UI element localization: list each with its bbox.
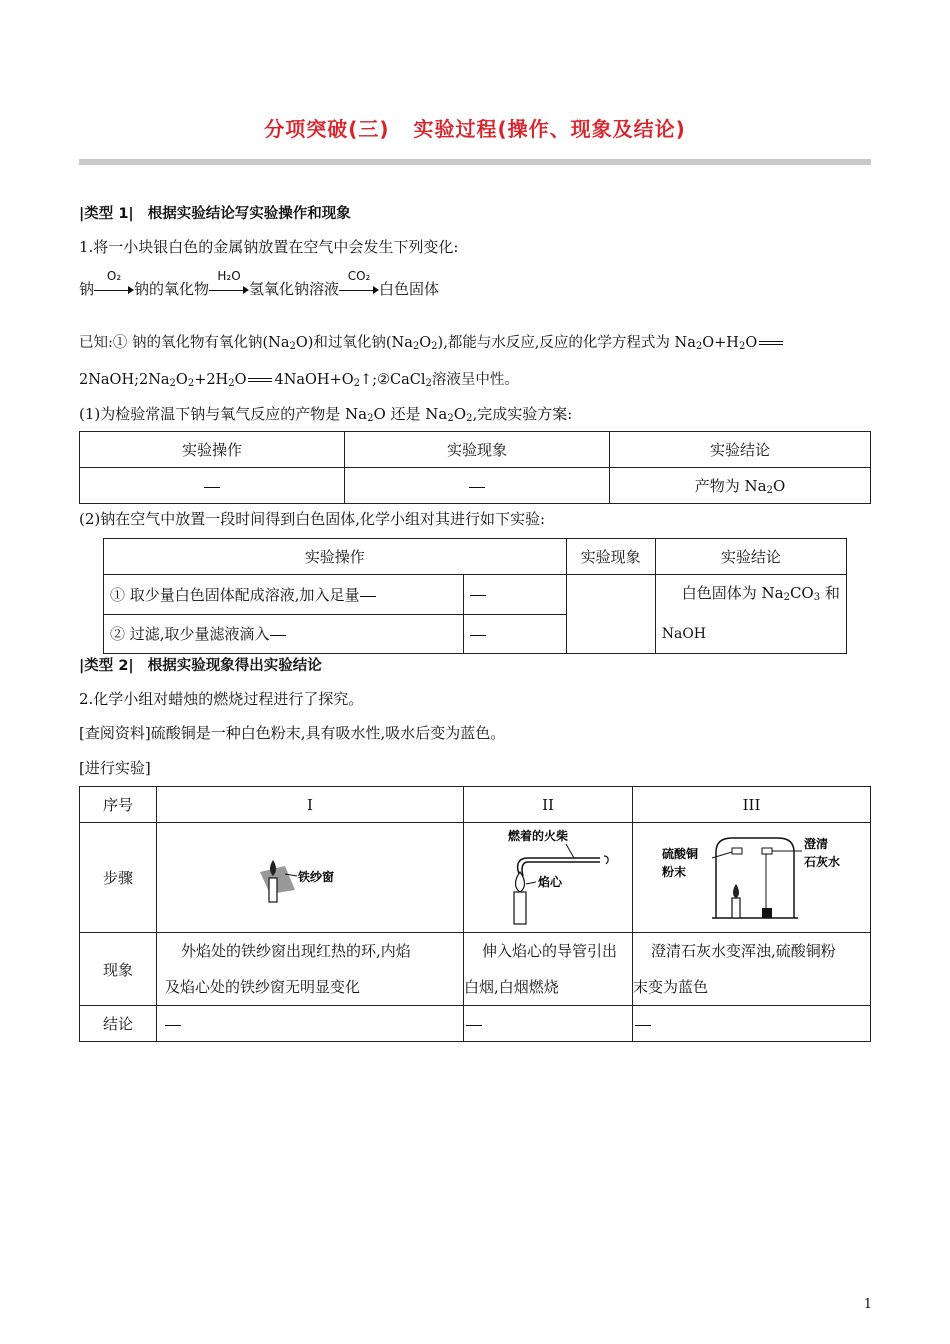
table3-col-1: I (157, 787, 464, 823)
obs1: 外焰处的铁纱窗出现红热的环,内焰 及焰心处的铁纱窗无明显变化 (157, 933, 464, 1006)
q1-intro: 1.将一小块银白色的金属钠放置在空气中会发生下列变化: (79, 238, 459, 256)
table2-row1: ① 取少量白色固体配成溶液,加入足量 (104, 575, 464, 615)
known-line1: 已知:① 钠的氧化物有氧化钠$(Na_2O)$和过氧化钠$(Na_2O_2)$,都能与水反应,反应的化学方程式为 $Na_2O+H_2O$ (79, 331, 785, 352)
arrow-co2: CO₂ (339, 283, 379, 297)
table1-header-op: 实验操作 (80, 432, 345, 468)
table2-conclusion: 白色固体为 $Na_2CO_3$ 和 NaOH (655, 575, 846, 654)
fig3-label-lime: 石灰水 (803, 854, 840, 869)
con1 (157, 1006, 464, 1042)
obs3: 澄清石灰水变浑浊,硫酸铜粉 末变为蓝色 (633, 933, 871, 1006)
table2-row1-blank (464, 575, 566, 615)
arrow-h2o: H₂O (209, 283, 249, 297)
table3 (79, 786, 871, 1042)
arrow-o2: O₂ (94, 283, 134, 297)
known-line2: $2NaOH;2Na_2O_2+2H_2O$ $4NaOH+O_2↑;②CaCl_2$溶液呈中性。 (79, 372, 519, 389)
obs2: 伸入焰心的导管引出 白烟,白烟燃烧 (464, 933, 633, 1006)
limewater-container (762, 908, 772, 918)
table2-header-op: 实验操作 (104, 539, 567, 575)
table2-header-obs: 实验现象 (566, 539, 655, 575)
con2 (464, 1006, 633, 1042)
fig1-label: 铁纱窗 (298, 869, 335, 884)
q2-intro: 2.化学小组对蜡烛的燃烧过程进行了探究。 (79, 690, 364, 708)
candle-tube-figure (478, 828, 618, 928)
section2-heading: |类型 2| 根据实验现象得出实验结论 (79, 658, 322, 674)
table1-header-obs: 实验现象 (345, 432, 610, 468)
candle-jar-figure (652, 828, 852, 928)
table3-col-3: III (633, 787, 871, 823)
fig2-label-match: 燃着的火柴 (508, 828, 569, 843)
fig3-label-powder: 粉末 (661, 864, 686, 879)
table2-row2: ② 过滤,取少量滤液滴入 (104, 614, 464, 654)
title-divider (79, 159, 871, 165)
candle-body (732, 898, 740, 918)
table1-blank-obs (345, 468, 610, 504)
candle-body (269, 878, 277, 902)
table3-label-obs: 现象 (80, 933, 157, 1006)
table2-obs-cell (566, 575, 655, 654)
table3-label-step: 步骤 (80, 823, 157, 933)
fig3-label-clear: 澄清 (803, 836, 828, 851)
table2-header-con: 实验结论 (655, 539, 846, 575)
tube-outlet-icon (604, 856, 608, 864)
q1-sub1: (1)为检验常温下钠与氧气反应的产物是 $Na_2O$ 还是 $Na_2O_2$,完成实验方案: (79, 405, 573, 424)
table1-header-con: 实验结论 (610, 432, 871, 468)
page-title: 分项突破(三) 实验过程(操作、现象及结论) (264, 117, 686, 141)
candle-flame-icon (733, 884, 739, 898)
table2-row2-blank (464, 614, 566, 654)
con3 (633, 1006, 871, 1042)
candle-body (514, 892, 526, 924)
table2 (103, 538, 847, 654)
fig3-cell (633, 823, 871, 933)
q1-sub2: (2)钠在空气中放置一段时间得到白色固体,化学小组对其进行如下实验: (79, 510, 546, 528)
q2-ref: [查阅资料]硫酸铜是一种白色粉末,具有吸水性,吸水后变为蓝色。 (79, 724, 506, 742)
candle-gauze-figure (255, 848, 365, 908)
page-number: 1 (863, 1297, 872, 1312)
q2-exp: [进行实验] (79, 759, 151, 777)
table3-col-2: II (464, 787, 633, 823)
bell-jar (716, 838, 794, 918)
table1-blank-op (80, 468, 345, 504)
table1 (79, 431, 871, 504)
section1-heading: |类型 1| 根据实验结论写实验操作和现象 (79, 206, 351, 222)
table3-label-no: 序号 (80, 787, 157, 823)
fig2-cell (464, 823, 633, 933)
fig2-label-core: 焰心 (538, 874, 563, 889)
reaction-chain: 钠 O₂ 钠的氧化物 H₂O 氢氧化钠溶液 CO₂ 白色固体 (79, 269, 440, 298)
fig1-cell (157, 823, 464, 933)
fig3-label-cuso4: 硫酸铜 (661, 846, 698, 861)
table3-label-con: 结论 (80, 1006, 157, 1042)
table1-conclusion: 产物为 $Na_2O$ (610, 468, 871, 504)
